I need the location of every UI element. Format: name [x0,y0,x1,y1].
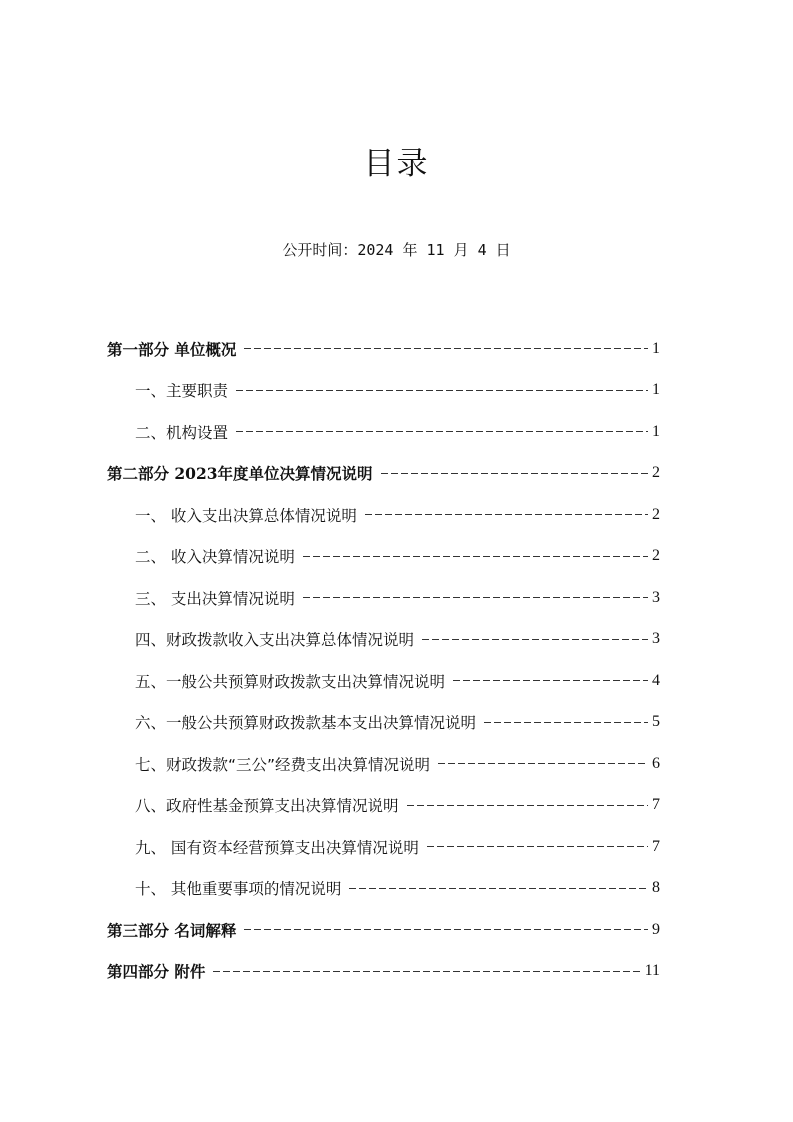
toc-entry-page: 2 [652,505,660,523]
toc-entry[interactable] [107,370,660,412]
toc-entry[interactable] [107,536,660,578]
dotted-leader [244,348,648,349]
toc-entry-label: 三、 支出决算情况说明 [135,589,295,608]
toc-entry-label: 二、机构设置 [135,423,229,442]
toc-entry-page: 7 [652,796,660,814]
toc-entry[interactable] [107,328,660,370]
toc-entry[interactable] [107,702,660,744]
toc-entry[interactable] [107,660,660,702]
dotted-leader [381,473,648,474]
toc-entry-label: 七、财政拨款“三公”经费支出决算情况说明 [135,755,431,774]
toc-entry-page: 8 [652,879,660,897]
toc-entry-label: 一、 收入支出决算总体情况说明 [135,506,357,525]
dotted-leader [422,639,648,640]
publish-date: 公开时间：2024 年 11 月 4 日 [282,241,511,259]
toc-entry[interactable] [107,909,660,951]
toc-entry[interactable] [107,951,660,993]
toc-entry-page: 2 [652,464,660,482]
toc-entry-page: 7 [652,837,660,855]
dotted-leader [244,929,648,930]
toc-entry[interactable] [107,577,660,619]
dotted-leader [407,805,648,806]
toc-entry[interactable] [107,494,660,536]
toc-entry-label: 四、财政拨款收入支出决算总体情况说明 [135,631,415,650]
toc-entry-page: 5 [652,713,660,731]
toc-entry[interactable] [107,411,660,453]
page-title: 目录 [363,146,430,182]
dotted-leader [453,680,648,681]
dotted-leader [484,722,648,723]
toc-entry-page: 11 [644,962,660,980]
dotted-leader [427,846,648,847]
toc-entry-label: 八、政府性基金预算支出决算情况说明 [135,797,399,816]
toc-entry-page: 3 [652,630,660,648]
toc-entry-label: 六、一般公共预算财政拨款基本支出决算情况说明 [135,714,477,733]
dotted-leader [438,763,648,764]
dotted-leader [213,971,640,972]
toc-entry-page: 1 [652,381,660,399]
toc-entry-label: 二、 收入决算情况说明 [135,548,295,567]
toc-entry[interactable] [107,453,660,495]
toc-entry-page: 2 [652,547,660,565]
toc-entry-label: 九、 国有资本经营预算支出决算情况说明 [135,838,419,857]
table-of-contents [107,328,660,992]
dotted-leader [236,431,648,432]
toc-entry-label: 第三部分 名词解释 [107,920,237,940]
toc-entry-page: 4 [652,671,660,689]
toc-entry[interactable] [107,826,660,868]
toc-entry-label: 五、一般公共预算财政拨款支出决算情况说明 [135,672,446,691]
toc-entry[interactable] [107,619,660,661]
toc-entry-page: 1 [652,339,660,357]
toc-entry[interactable] [107,743,660,785]
toc-entry-label: 第二部分 2023年度单位决算情况说明 [107,464,373,484]
toc-entry[interactable] [107,785,660,827]
toc-entry-label: 一、主要职责 [135,382,229,401]
dotted-leader [236,390,648,391]
toc-entry-page: 6 [652,754,660,772]
toc-entry-page: 3 [652,588,660,606]
toc-entry-label: 第一部分 单位概况 [107,339,237,359]
toc-entry-page: 9 [652,920,660,938]
dotted-leader [303,597,648,598]
toc-entry[interactable] [107,868,660,910]
toc-entry-page: 1 [652,422,660,440]
toc-entry-label: 十、 其他重要事项的情况说明 [135,880,342,899]
dotted-leader [303,556,648,557]
dotted-leader [349,888,648,889]
dotted-leader [365,514,648,515]
toc-entry-label: 第四部分 附件 [107,962,206,982]
